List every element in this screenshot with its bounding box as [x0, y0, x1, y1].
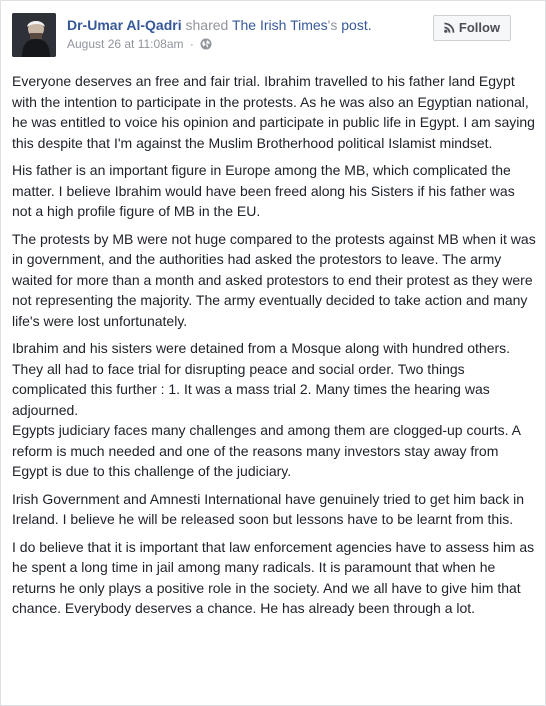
post-paragraph: Irish Government and Amnesti International have genuinely tried to get him back in Ireland. I believe he will be released soon but lessons have to be learnt from this.: [12, 490, 525, 527]
post-body: [12, 71, 536, 626]
avatar[interactable]: [12, 13, 56, 57]
shared-page-link[interactable]: The Irish Times: [231, 17, 328, 33]
post-header-text: [67, 16, 427, 54]
follow-button-label: Follow: [458, 20, 501, 35]
post-header: [12, 13, 532, 61]
post-title-line: [67, 16, 427, 34]
shared-post-link[interactable]: post.: [341, 17, 372, 33]
follow-button[interactable]: [433, 15, 511, 41]
post-paragraph: The protests by MB were not huge compared to the protests against MB when it was in government, and the authorities had asked the protestors to leave. The army waited for more than a month and asked protestors to end their protest as they were not representing the majority. The army eventually decided to take action and many life's were lost unfortunately.: [12, 230, 536, 329]
globe-icon[interactable]: [200, 38, 212, 54]
avatar-image: [12, 13, 56, 57]
rss-icon: [444, 17, 455, 41]
author-name-link[interactable]: Dr-Umar Al-Qadri: [67, 17, 182, 33]
shared-label: shared: [185, 17, 229, 33]
post-paragraph: Everyone deserves an free and fair trial. Ibrahim travelled to his father land Egypt with the intention to participate in the protests. As he was also an Egyptian national, he was entitled to voice his opinion and participate in public life in Egypt. I am saying this despite that I'm against the Muslim Brotherhood political Islamist mindset.: [12, 73, 535, 151]
post-meta-line: [67, 36, 427, 54]
post-paragraph: Ibrahim and his sisters were detained from a Mosque along with hundred others. They all had to face trial for disrupting peace and social order. Two things complicated this further : 1. It was a mass trial 2. Many times the hearing was adjourned. Egypts judiciary faces many challenges and among them are clogged-up courts. A reform is much needed and one of the reasons many investors stay away from Egypt is due to this challenge of the judiciary.: [12, 340, 521, 479]
post-paragraph: His father is an important figure in Europe among the MB, which complicated the matter. I believe Ibrahim would have been freed along his Sisters if his father was not a high profile figure of MB in the EU.: [12, 162, 515, 219]
meta-separator: ·: [189, 37, 194, 51]
possessive-suffix: 's: [327, 17, 338, 33]
timestamp-link[interactable]: August 26 at 11:08am: [67, 37, 184, 51]
post-paragraph: I do believe that it is important that law enforcement agencies have to assess him as he spent a long time in jail among many radicals. It is paramount that when he returns he only plays a positive role in the society. And we all have to give him that chance. Everybody deserves a chance. He has already been through a lot.: [12, 538, 535, 616]
